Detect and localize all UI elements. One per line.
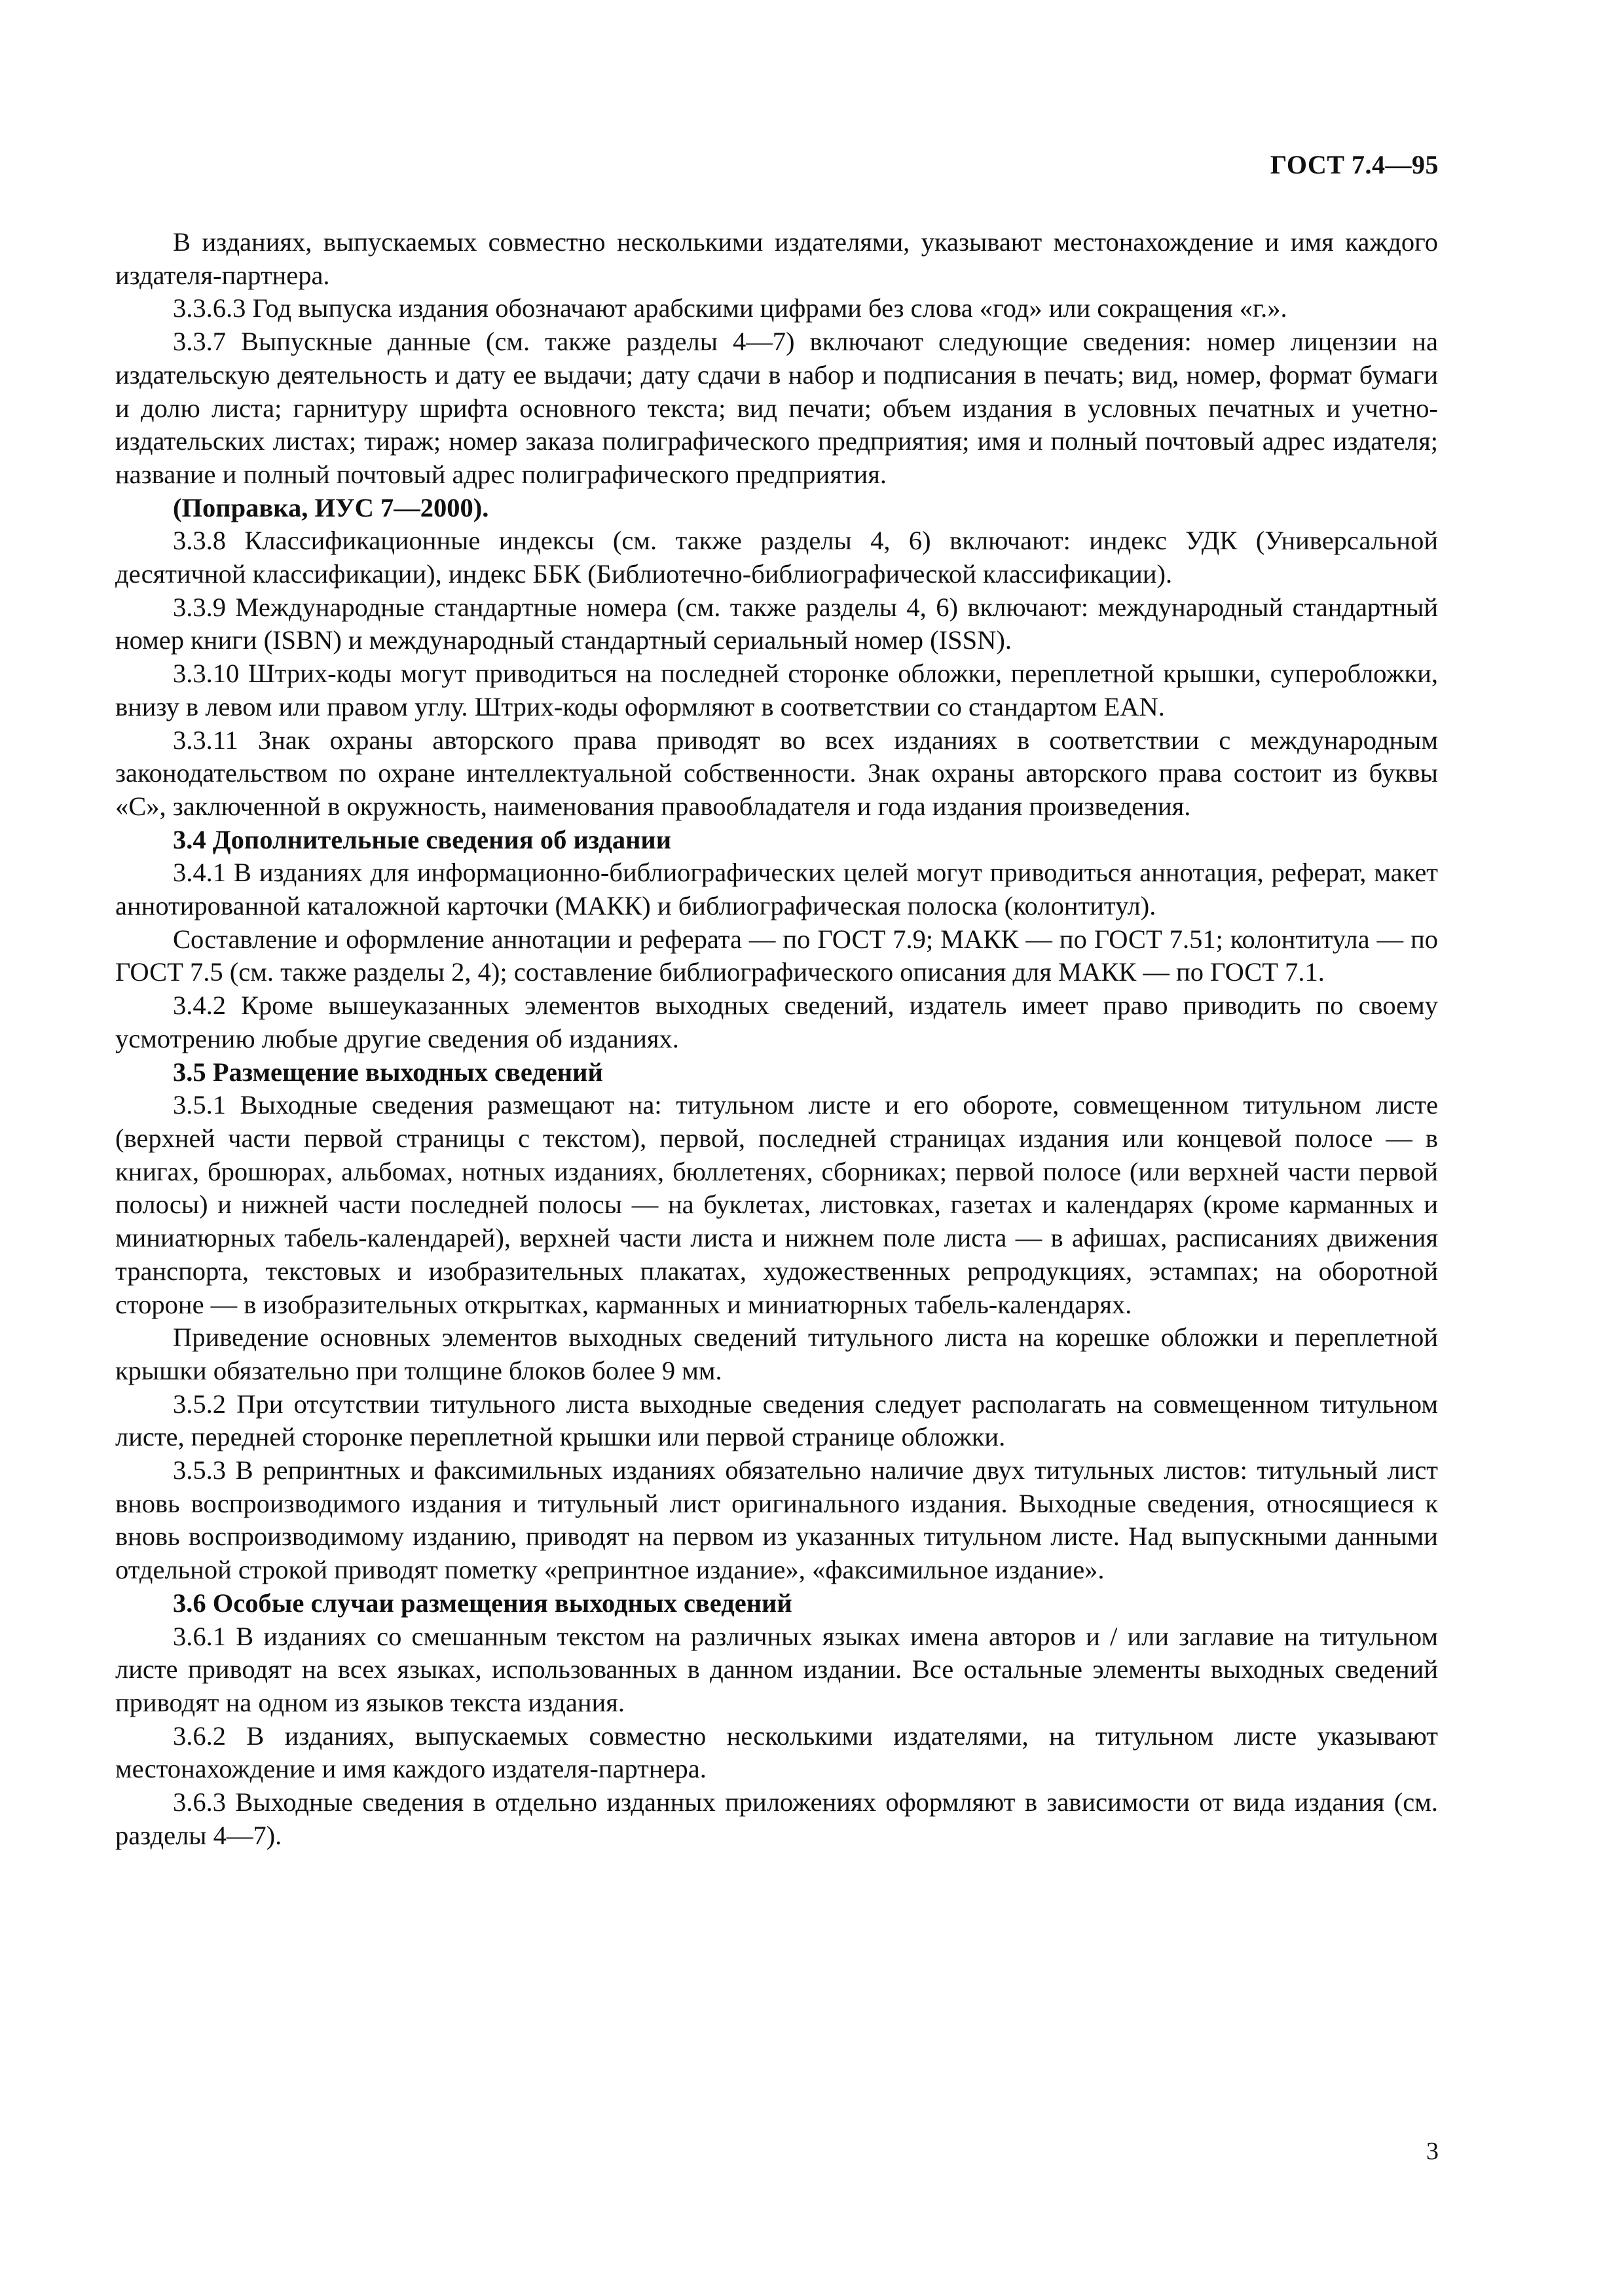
paragraph: 3.4.1 В изданиях для информационно-библиографических целей могут приводиться аннотация, реферат, макет аннотированной каталожной карточки (МАКК) и библиографическая полоска (колонтитул). [115, 858, 1438, 921]
paragraph: 3.4.2 Кроме вышеуказанных элементов выходных сведений, издатель имеет право приводить по своему усмотрению любые другие сведения об изданиях. [115, 991, 1438, 1053]
paragraph: 3.5.1 Выходные сведения размещают на: титульном листе и его обороте, совмещенном титульном листе (верхней части первой страницы с текстом), первой, последней страницах издания или концевой полосе — в книгах, брошюрах, альбомах, нотных изданиях, бюллетенях, сборниках; первой полосе (или верхней части первой полосы) и нижней части последней полосы — на буклетах, листовках, газетах и календарях (кроме карманных и миниатюрных табель-календарей), верхней части листа и нижнем поле листа — в афишах, расписаниях движения транспорта, текстовых и изобразительных плакатах, художественных репродукциях, эстампах; на оборотной стороне — в изобразительных открытках, карманных и миниатюрных табель-календарях. [115, 1090, 1438, 1319]
paragraph: 3.3.7 Выпускные данные (см. также разделы 4—7) включают следующие сведения: номер лицензии на издательскую деятельность и дату ее выдачи; дату сдачи в набор и подписания в печать; вид, номер, формат бумаги и долю листа; гарнитуру шрифта основного текста; вид печати; объем издания в условных печатных и учетно-издательских листах; тираж; номер заказа полиграфического предприятия; имя и полный почтовый адрес издателя; название и полный почтовый адрес полиграфического предприятия. [115, 327, 1438, 489]
document-body [115, 226, 1438, 1852]
paragraph: 3.5.3 В репринтных и факсимильных изданиях обязательно наличие двух титульных листов: титульный лист вновь воспроизводимого издания и титульный лист оригинального издания. Выходные сведения, относящиеся к вновь воспроизводимому изданию, приводят на первом из указанных титульном листе. Над выпускными данными отдельной строкой приводят пометку «репринтное издание», «факсимильное издание». [115, 1455, 1438, 1585]
paragraph: 3.3.6.3 Год выпуска издания обозначают арабскими цифрами без слова «год» или сокращения «г.». [173, 293, 1287, 323]
paragraph: 3.6.1 В изданиях со смешанным текстом на различных языках имена авторов и / или заглавие на титульном листе приводят на всех языках, использованных в данном издании. Все остальные элементы выходных сведений приводят на одном из языков текста издания. [115, 1621, 1438, 1717]
paragraph: 3.5.2 При отсутствии титульного листа выходные сведения следует располагать на совмещенном титульном листе, передней сторонке переплетной крышки или первой странице обложки. [115, 1389, 1438, 1452]
paragraph: Составление и оформление аннотации и реферата — по ГОСТ 7.9; МАКК — по ГОСТ 7.51; колонтитула — по ГОСТ 7.5 (см. также разделы 2, 4); составление библиографического описания для МАКК — по ГОСТ 7.1. [115, 924, 1438, 987]
paragraph: 3.3.10 Штрих-коды могут приводиться на последней сторонке обложки, переплетной крышки, суперобложки, внизу в левом или правом углу. Штрих-коды оформляют в соответствии со стандартом EAN. [115, 659, 1438, 721]
section-heading: 3.4 Дополнительные сведения об издании [173, 824, 672, 854]
section-heading: 3.5 Размещение выходных сведений [173, 1057, 603, 1087]
page-number: 3 [1426, 2138, 1439, 2165]
paragraph: 3.3.9 Международные стандартные номера (см. также разделы 4, 6) включают: международный стандартный номер книги (ISBN) и международный стандартный сериальный номер (ISSN). [115, 592, 1438, 655]
paragraph: В изданиях, выпускаемых совместно несколькими издателями, указывают местонахождение и имя каждого издателя-партнера. [115, 227, 1438, 290]
paragraph: 3.3.11 Знак охраны авторского права приводят во всех изданиях в соответствии с международным законодательством по охране интеллектуальной собственности. Знак охраны авторского права состоит из буквы «С», заключенной в окружность, наименования правообладателя и года издания произведения. [115, 725, 1438, 821]
paragraph: 3.3.8 Классификационные индексы (см. также разделы 4, 6) включают: индекс УДК (Универсальной десятичной классификации), индекс ББК (Библиотечно-библиографической классификации). [115, 526, 1438, 589]
document-code: ГОСТ 7.4—95 [1270, 150, 1439, 179]
paragraph: 3.6.3 Выходные сведения в отдельно изданных приложениях оформляют в зависимости от вида издания (см. разделы 4—7). [115, 1787, 1438, 1850]
paragraph: Приведение основных элементов выходных сведений титульного листа на корешке обложки и переплетной крышки обязательно при толщине блоков более 9 мм. [115, 1322, 1438, 1385]
amendment-note: (Поправка, ИУС 7—2000). [173, 492, 489, 522]
section-heading: 3.6 Особые случаи размещения выходных сведений [173, 1588, 792, 1618]
paragraph: 3.6.2 В изданиях, выпускаемых совместно несколькими издателями, на титульном листе указывают местонахождение и имя каждого издателя-партнера. [115, 1721, 1438, 1784]
